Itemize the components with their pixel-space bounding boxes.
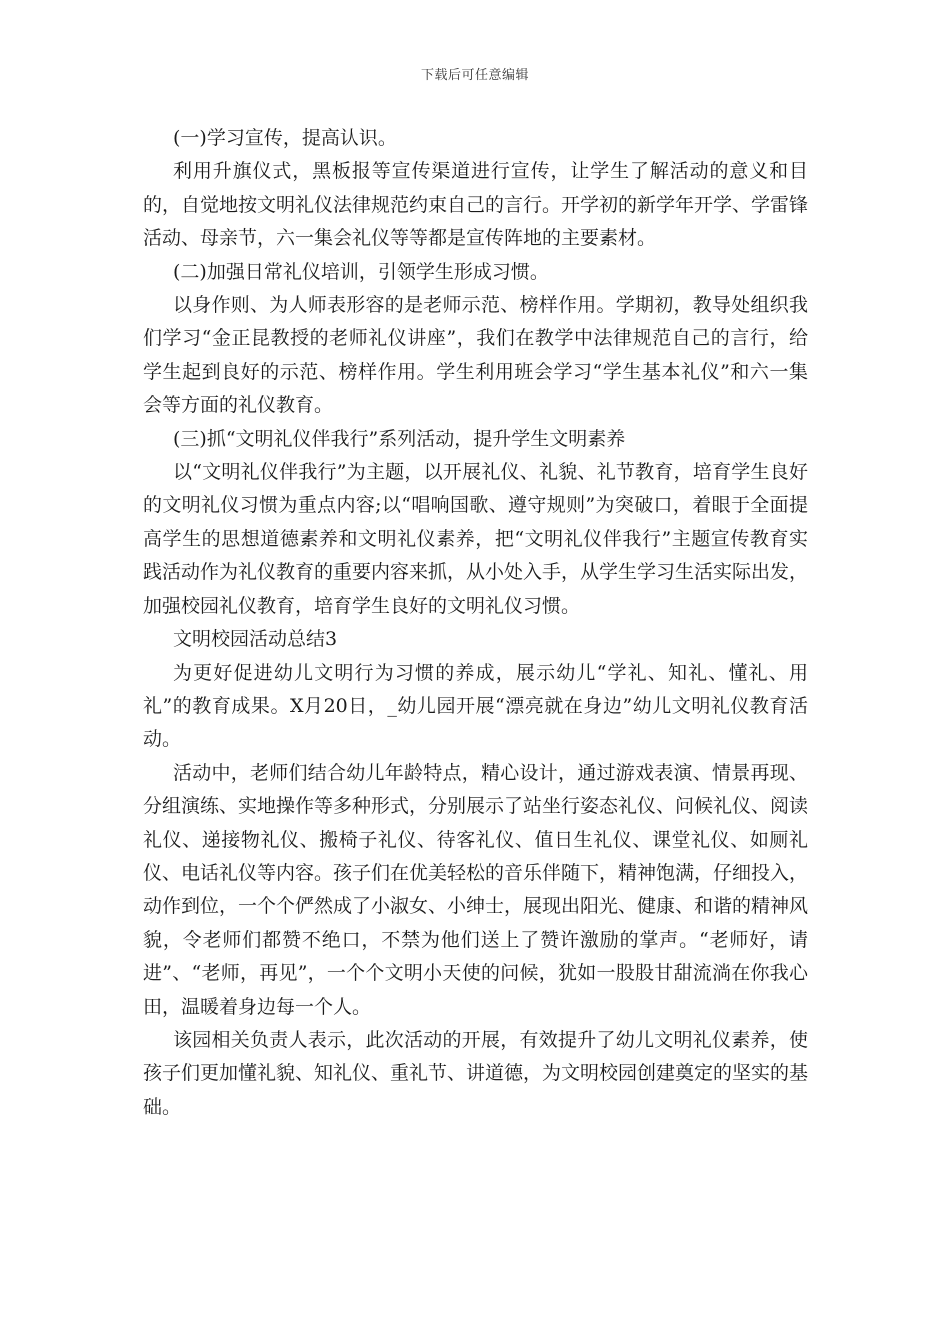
paragraph: 该园相关负责人表示，此次活动的开展，有效提升了幼儿文明礼仪素养，使孩子们更加懂礼貌、知礼仪、重礼节、讲道德，为文明校园创建奠定的坚实的基础。 <box>143 1028 809 1118</box>
paragraph: 以“文明礼仪伴我行”为主题，以开展礼仪、礼貌、礼节教育，培育学生良好的文明礼仪习惯为重点内容;以“唱响国歌、遵守规则”为突破口，着眼于全面提高学生的思想道德素养和文明礼仪素养，把“文明礼仪伴我行”主题宣传教育实践活动作为礼仪教育的重要内容来抓，从小处入手，从学生学习生活实际出发，加强校园礼仪教育，培育学生良好的文明礼仪习惯。 <box>143 461 809 617</box>
paragraph: 利用升旗仪式，黑板报等宣传渠道进行宣传，让学生了解活动的意义和目的，自觉地按文明礼仪法律规范约束自己的言行。开学初的新学年开学、学雷锋活动、母亲节，六一集会礼仪等等都是宣传阵地的主要素材。 <box>143 160 809 250</box>
paragraph: 为更好促进幼儿文明行为习惯的养成，展示幼儿“学礼、知礼、懂礼、用礼”的教育成果。X月20日，_幼儿园开展“漂亮就在身边”幼儿文明礼仪教育活动。 <box>143 661 808 751</box>
paragraph: 活动中，老师们结合幼儿年龄特点，精心设计，通过游戏表演、情景再现、分组演练、实地操作等多种形式，分别展示了站坐行姿态礼仪、问候礼仪、阅读礼仪、递接物礼仪、搬椅子礼仪、待客礼仪、值日生礼仪、课堂礼仪、如厕礼仪、电话礼仪等内容。孩子们在优美轻松的音乐伴随下，精神饱满，仔细投入，动作到位，一个个俨然成了小淑女、小绅士，展现出阳光、健康、和谐的精神风貌，令老师们都赞不绝口，不禁为他们送上了赞许激励的掌声。“老师好，请进”、“老师，再见”，一个个文明小天使的问候，犹如一股股甘甜流淌在你我心田，温暖着身边每一个人。 <box>143 761 809 1018</box>
article-title: 文明校园活动总结3 <box>173 628 338 651</box>
paragraph: 以身作则、为人师表形容的是老师示范、榜样作用。学期初，教导处组织我们学习“金正昆教授的老师礼仪讲座”，我们在教学中法律规范自己的言行，给学生起到良好的示范、榜样作用。学生利用班会学习“学生基本礼仪”和六一集会等方面的礼仪教育。 <box>143 294 808 417</box>
section-heading-1: (一)学习宣传，提高认识。 <box>173 127 397 149</box>
document-body <box>143 122 808 1124</box>
page-header-note: 下载后可任意编辑 <box>420 68 529 83</box>
section-heading-3: (三)抓“文明礼仪伴我行”系列活动，提升学生文明素养 <box>173 427 626 450</box>
section-heading-2: (二)加强日常礼仪培训，引领学生形成习惯。 <box>173 260 549 283</box>
